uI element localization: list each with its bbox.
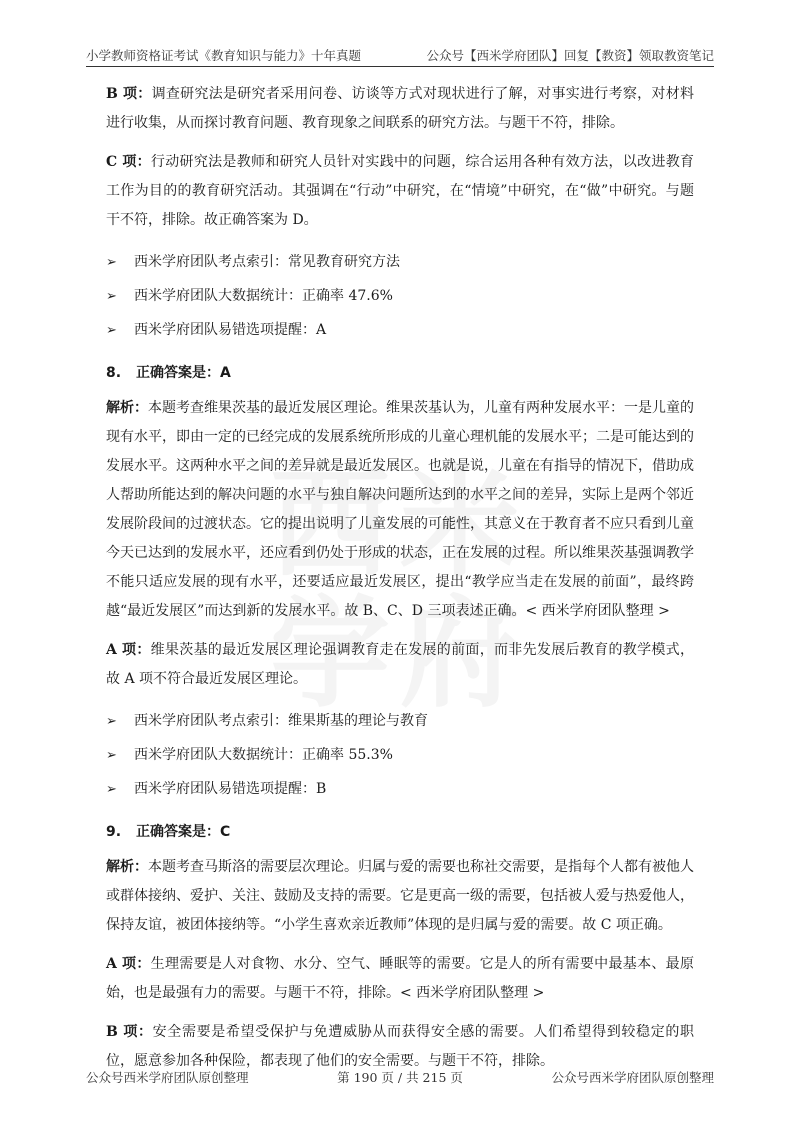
list-item-text: 西米学府团队大数据统计：正确率 47.6% (134, 287, 393, 304)
analysis-text: 本题考查马斯洛的需要层次理论。归属与爱的需要也称社交需要，是指每个人都有被他人或群体接纳、爱护、关注、鼓励及支持的需要。它是更高一级的需要，包括被人爱与热爱他人，保持友谊，被团体接纳等。“小学生喜欢亲近教师”体现的是归属与爱的需要。故 C 项正确。 (106, 859, 694, 933)
page-footer (86, 1068, 714, 1086)
option-label: C 项： (106, 154, 151, 170)
question-8-analysis (106, 394, 694, 626)
option-c-explanation (106, 148, 694, 235)
stats-list (106, 245, 694, 347)
analysis-text: 本题考查维果茨基的最近发展区理论。维果茨基认为，儿童有两种发展水平：一是儿童的现有水平，即由一定的已经完成的发展系统所形成的儿童心理机能的发展水平；二是可能达到的发展水平。这两种水平之间的差异就是最近发展区。也就是说，儿童在有指导的情况下，借助成人帮助所能达到的解决问题的水平与独自解决问题所达到的水平之间的差异，实际上是两个邻近发展阶段间的过渡状态。它的提出说明了儿童发展的可能性，其意义在于教育者不应只看到儿童今天已达到的发展水平，还应看到仍处于形成的状态，正在发展的过程。所以维果茨基强调教学不能只适应发展的现有水平，还要适应最近发展区，提出“教学应当走在发展的前面”，最终跨越“最近发展区”而达到新的发展水平。故 B、C、D 三项表述正确。< 西米学府团队整理 > (106, 400, 694, 619)
list-item (106, 245, 694, 279)
option-label: B 项： (106, 1024, 153, 1040)
question-number: 9. (106, 824, 122, 840)
answer-text: 正确答案是：C (136, 824, 231, 840)
question-9-answer (106, 818, 694, 847)
option-text: 维果茨基的最近发展区理论强调教育走在发展的前面，而非先发展后教育的教学模式，故 A 项不符合最近发展区理论。 (106, 642, 694, 687)
question-8-answer (106, 359, 694, 388)
arrow-bullet-icon: ➢ (106, 322, 117, 338)
option-a-explanation (106, 636, 694, 694)
page-header (86, 42, 714, 64)
question-number: 8. (106, 365, 122, 381)
option-text: 安全需要是希望受保护与免遭威胁从而获得安全感的需要。人们希望得到较稳定的职位，愿意参加各种保险，都表现了他们的安全需要。与题干不符，排除。 (106, 1024, 694, 1069)
list-item-text: 西米学府团队考点索引：常见教育研究方法 (134, 253, 400, 270)
list-item (106, 279, 694, 313)
arrow-bullet-icon: ➢ (106, 288, 117, 304)
option-label: A 项： (106, 642, 151, 658)
document-body (106, 80, 694, 1086)
option-label: B 项： (106, 86, 152, 102)
analysis-label: 解析： (106, 400, 148, 416)
list-item-text: 西米学府团队大数据统计：正确率 55.3% (134, 746, 393, 763)
arrow-bullet-icon: ➢ (106, 747, 117, 763)
list-item-text: 西米学府团队考点索引：维果斯基的理论与教育 (134, 712, 428, 729)
list-item (106, 313, 694, 347)
arrow-bullet-icon: ➢ (106, 713, 117, 729)
page-number: 第 190 页 / 共 215 页 (337, 1070, 463, 1085)
option-text: 生理需要是人对食物、水分、空气、睡眠等的需要。它是人的所有需要中最基本、最原始，也是最强有力的需要。与题干不符，排除。< 西米学府团队整理 > (106, 956, 694, 1001)
option-text: 行动研究法是教师和研究人员针对实践中的问题，综合运用各种有效方法，以改进教育工作为目的的教育研究活动。其强调在“行动”中研究，在“情境”中研究，在“做”中研究。与题干不符，排除。故正确答案为 D。 (106, 154, 694, 228)
question-9-analysis (106, 853, 694, 940)
header-divider (86, 66, 714, 67)
option-text: 调查研究法是研究者采用问卷、访谈等方式对现状进行了解，对事实进行考察，对材料进行收集，从而探讨教育问题、教育现象之间联系的研究方法。与题干不符，排除。 (106, 86, 694, 131)
arrow-bullet-icon: ➢ (106, 781, 117, 797)
option-label: A 项： (106, 956, 151, 972)
footer-left: 公众号西米学府团队原创整理 (86, 1070, 249, 1085)
footer-right: 公众号西米学府团队原创整理 (551, 1070, 714, 1085)
answer-text: 正确答案是：A (136, 365, 231, 381)
header-left-title: 小学教师资格证考试《教育知识与能力》十年真题 (86, 48, 362, 63)
stats-list (106, 704, 694, 806)
list-item-text: 西米学府团队易错选项提醒：B (134, 780, 327, 797)
analysis-label: 解析： (106, 859, 148, 875)
header-right-note: 公众号【西米学府团队】回复【教资】领取教资笔记 (426, 48, 714, 63)
option-b-explanation (106, 80, 694, 138)
list-item-text: 西米学府团队易错选项提醒：A (134, 321, 327, 338)
list-item (106, 704, 694, 738)
list-item (106, 772, 694, 806)
option-a-explanation (106, 950, 694, 1008)
list-item (106, 738, 694, 772)
arrow-bullet-icon: ➢ (106, 254, 117, 270)
